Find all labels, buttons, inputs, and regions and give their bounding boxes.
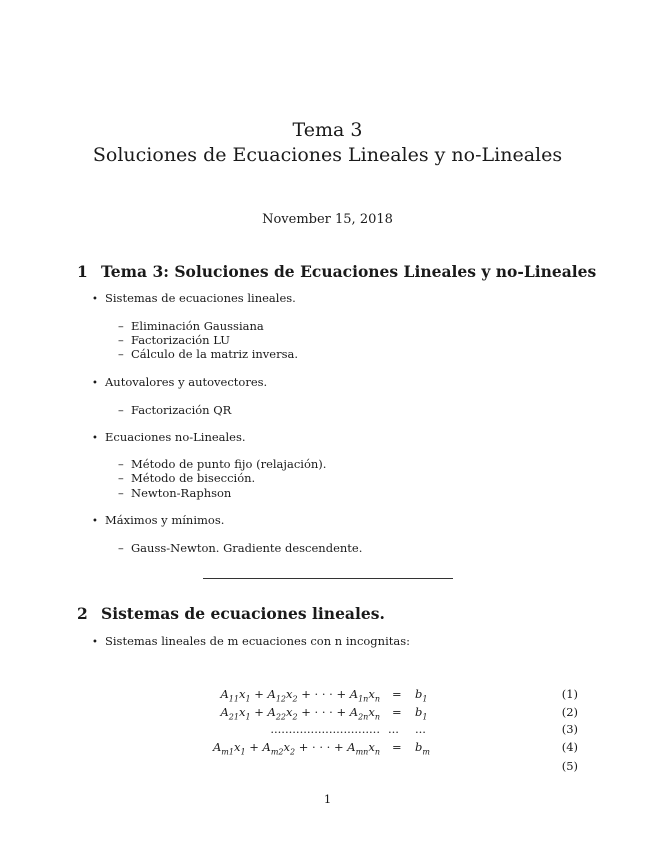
equation-3-lhs — [200, 722, 380, 738]
equation-1-rhs — [415, 687, 427, 703]
equation-3-rhs: ... — [415, 722, 426, 736]
equation-1-lhs: $A_{11}x_1 + A_{12}x_2$ + · · · + $A_{1n}x_n$ — [220, 687, 380, 704]
equation-3-equals: ... — [388, 722, 399, 736]
rhs-subscript: 1 — [422, 712, 428, 722]
list-item-label: Máximos y mínimos. — [105, 513, 225, 527]
section-number: 2 — [77, 604, 88, 623]
list-item-label: Sistemas de ecuaciones lineales. — [105, 291, 296, 305]
sub-item-label: Eliminación Gaussiana — [131, 319, 264, 333]
dash-icon: – — [118, 347, 124, 361]
rhs-symbol: b — [415, 740, 423, 754]
sub-item-label: Cálculo de la matriz inversa. — [131, 347, 299, 361]
sub-list-item — [118, 347, 298, 362]
section-2-heading — [77, 604, 385, 623]
dash-icon: – — [118, 471, 124, 485]
dash-icon: – — [118, 486, 124, 500]
list-item-label: Sistemas lineales de m ecuaciones con n incognitas: — [105, 634, 411, 648]
rhs-symbol: b — [415, 705, 423, 719]
sub-item-label: Método de bisección. — [131, 471, 256, 485]
sub-item-label: Método de punto fijo (relajación). — [131, 457, 327, 471]
section-title: Sistemas de ecuaciones lineales. — [101, 604, 385, 623]
equation-number: (3) — [561, 722, 578, 736]
equation-1-equals: = — [392, 687, 402, 701]
list-item — [92, 513, 224, 527]
sub-item-label: Factorización LU — [131, 333, 230, 347]
list-item — [92, 291, 296, 305]
rhs-subscript: m — [422, 747, 430, 757]
equation-number: (5) — [561, 759, 578, 773]
sub-list-item — [118, 403, 231, 418]
section-1-heading — [77, 262, 596, 281]
page-number: 1 — [323, 792, 332, 806]
horizontal-rule — [203, 578, 453, 579]
bullet-icon: • — [92, 637, 98, 648]
ellipsis-row: .............................. — [270, 722, 380, 736]
dash-icon: – — [118, 403, 124, 417]
sub-list-item — [118, 333, 230, 348]
list-item-label: Autovalores y autovectores. — [105, 375, 268, 389]
equation-2-equals: = — [392, 705, 402, 719]
sub-item-label: Gauss-Newton. Gradiente descendente. — [131, 541, 363, 555]
sub-list-item — [118, 541, 362, 556]
section-title: Tema 3: Soluciones de Ecuaciones Lineales y no-Lineales — [101, 262, 597, 281]
equation-2-rhs — [415, 705, 427, 721]
title-line-2: Soluciones de Ecuaciones Lineales y no-Lineales — [92, 144, 563, 166]
dash-icon: – — [118, 333, 124, 347]
document-date: November 15, 2018 — [262, 212, 393, 227]
equation-2-lhs: $A_{21}x_1 + A_{22}x_2$ + · · · + $A_{2n}x_n$ — [220, 705, 380, 722]
list-item — [92, 430, 246, 444]
equation-4-lhs: $A_{m1}x_1 + A_{m2}x_2$ + · · · + $A_{mn}x_n$ — [212, 740, 380, 757]
list-item — [92, 634, 410, 648]
rhs-symbol: b — [415, 687, 423, 701]
equation-number: (4) — [561, 740, 578, 754]
dash-icon: – — [118, 541, 124, 555]
sub-list-item — [118, 319, 264, 334]
section-number: 1 — [77, 262, 88, 281]
equation-number: (1) — [561, 687, 578, 701]
bullet-icon: • — [92, 433, 98, 444]
equation-4-equals: = — [392, 740, 402, 754]
equation-4-rhs — [415, 740, 430, 756]
sub-list-item — [118, 486, 231, 501]
sub-list-item — [118, 457, 326, 472]
sub-item-label: Factorización QR — [131, 403, 232, 417]
dash-icon: – — [118, 457, 124, 471]
sub-list-item — [118, 471, 255, 486]
bullet-icon: • — [92, 378, 98, 389]
list-item-label: Ecuaciones no-Lineales. — [105, 430, 246, 444]
title-line-1: Tema 3 — [292, 119, 363, 141]
bullet-icon: • — [92, 294, 98, 305]
equation-number: (2) — [561, 705, 578, 719]
sub-item-label: Newton-Raphson — [131, 486, 232, 500]
bullet-icon: • — [92, 516, 98, 527]
list-item — [92, 375, 267, 389]
dash-icon: – — [118, 319, 124, 333]
rhs-subscript: 1 — [422, 694, 428, 704]
